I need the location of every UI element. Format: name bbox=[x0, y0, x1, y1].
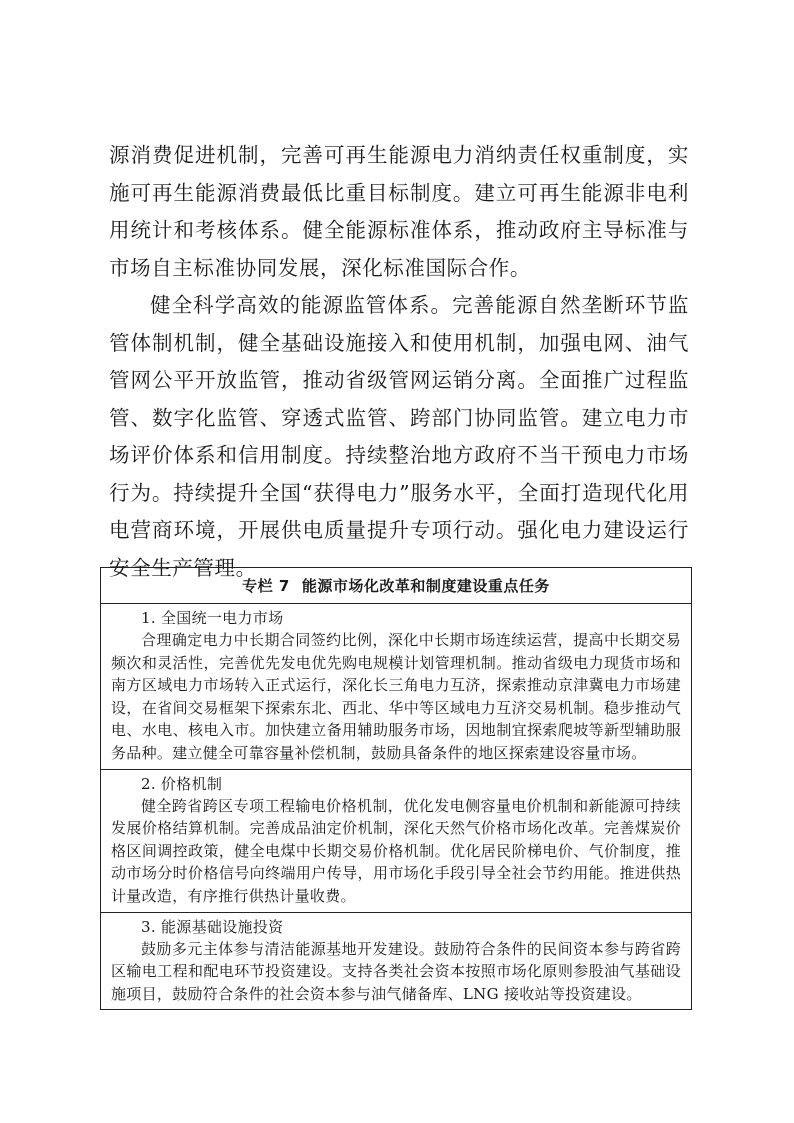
section-heading: 1. 全国统一电力市场 bbox=[141, 609, 284, 627]
box-title bbox=[101, 568, 691, 604]
section-text: 鼓励多元主体参与清洁能源基地开发建设。鼓励符合条件的民间资本参与跨省跨区输电工程和配电环节投资建设。支持各类社会资本按照市场化原则参股油气基础设施项目，鼓励符合条件的社会资本参与油气储备库、LNG 接收站等投资建设。 bbox=[111, 939, 681, 1003]
section-heading: 2. 价格机制 bbox=[141, 774, 223, 793]
section-text: 健全跨省跨区专项工程输电价格机制，优化发电侧容量电价机制和新能源可持续发展价格结算机制。完善成品油定价机制，深化天然气价格市场化改革。完善煤炭价格区间调控政策，健全电煤中长期交易价格机制。优化居民阶梯电价、气价制度，推动市场分时价格信号向终端用户传导，用市场化手段引导全社会节约用能。推进供热计量改造，有序推行供热计量收费。 bbox=[111, 796, 681, 905]
feature-box bbox=[100, 567, 692, 1010]
section-text: 合理确定电力中长期合同签约比例，深化中长期市场连续运营，提高中长期交易频次和灵活性，完善优先发电优先购电规模计划管理机制。推动省级电力现货市场和南方区域电力市场转入正式运行，深化长三角电力互济，探索推动京津冀电力市场建设，在省间交易框架下探索东北、西北、华中等区域电力互济交易机制。稳步推动气电、水电、核电入市。加快建立备用辅助服务市场，因地制宜探索爬坡等新型辅助服务品种。建立健全可靠容量补偿机制，鼓励具备条件的地区探索建设容量市场。 bbox=[111, 631, 681, 762]
body-text bbox=[109, 137, 689, 587]
box-section bbox=[101, 913, 691, 1010]
box-number: 专栏 7 bbox=[242, 577, 290, 595]
box-title-text: 能源市场化改革和制度建设重点任务 bbox=[301, 577, 550, 595]
box-section bbox=[101, 770, 691, 913]
paragraph-1: 源消费促进机制，完善可再生能源电力消纳责任权重制度，实施可再生能源消费最低比重目标制度。建立可再生能源非电利用统计和考核体系。健全能源标准体系，推动政府主导标准与市场自主标准协同发展，深化标准国际合作。 bbox=[109, 143, 689, 280]
box-section bbox=[101, 604, 691, 770]
section-heading: 3. 能源基础设施投资 bbox=[141, 917, 284, 936]
paragraph-2: 健全科学高效的能源监管体系。完善能源自然垄断环节监管体制机制，健全基础设施接入和使用机制，加强电网、油气管网公平开放监管，推动省级管网运销分离。全面推广过程监管、数字化监管、穿透式监管、跨部门协同监管。建立电力市场评价体系和信用制度。持续整治地方政府不当干预电力市场行为。持续提升全国“获得电力”服务水平，全面打造现代化用电营商环境，开展供电质量提升专项行动。强化电力建设运行安全生产管理。 bbox=[109, 293, 689, 580]
